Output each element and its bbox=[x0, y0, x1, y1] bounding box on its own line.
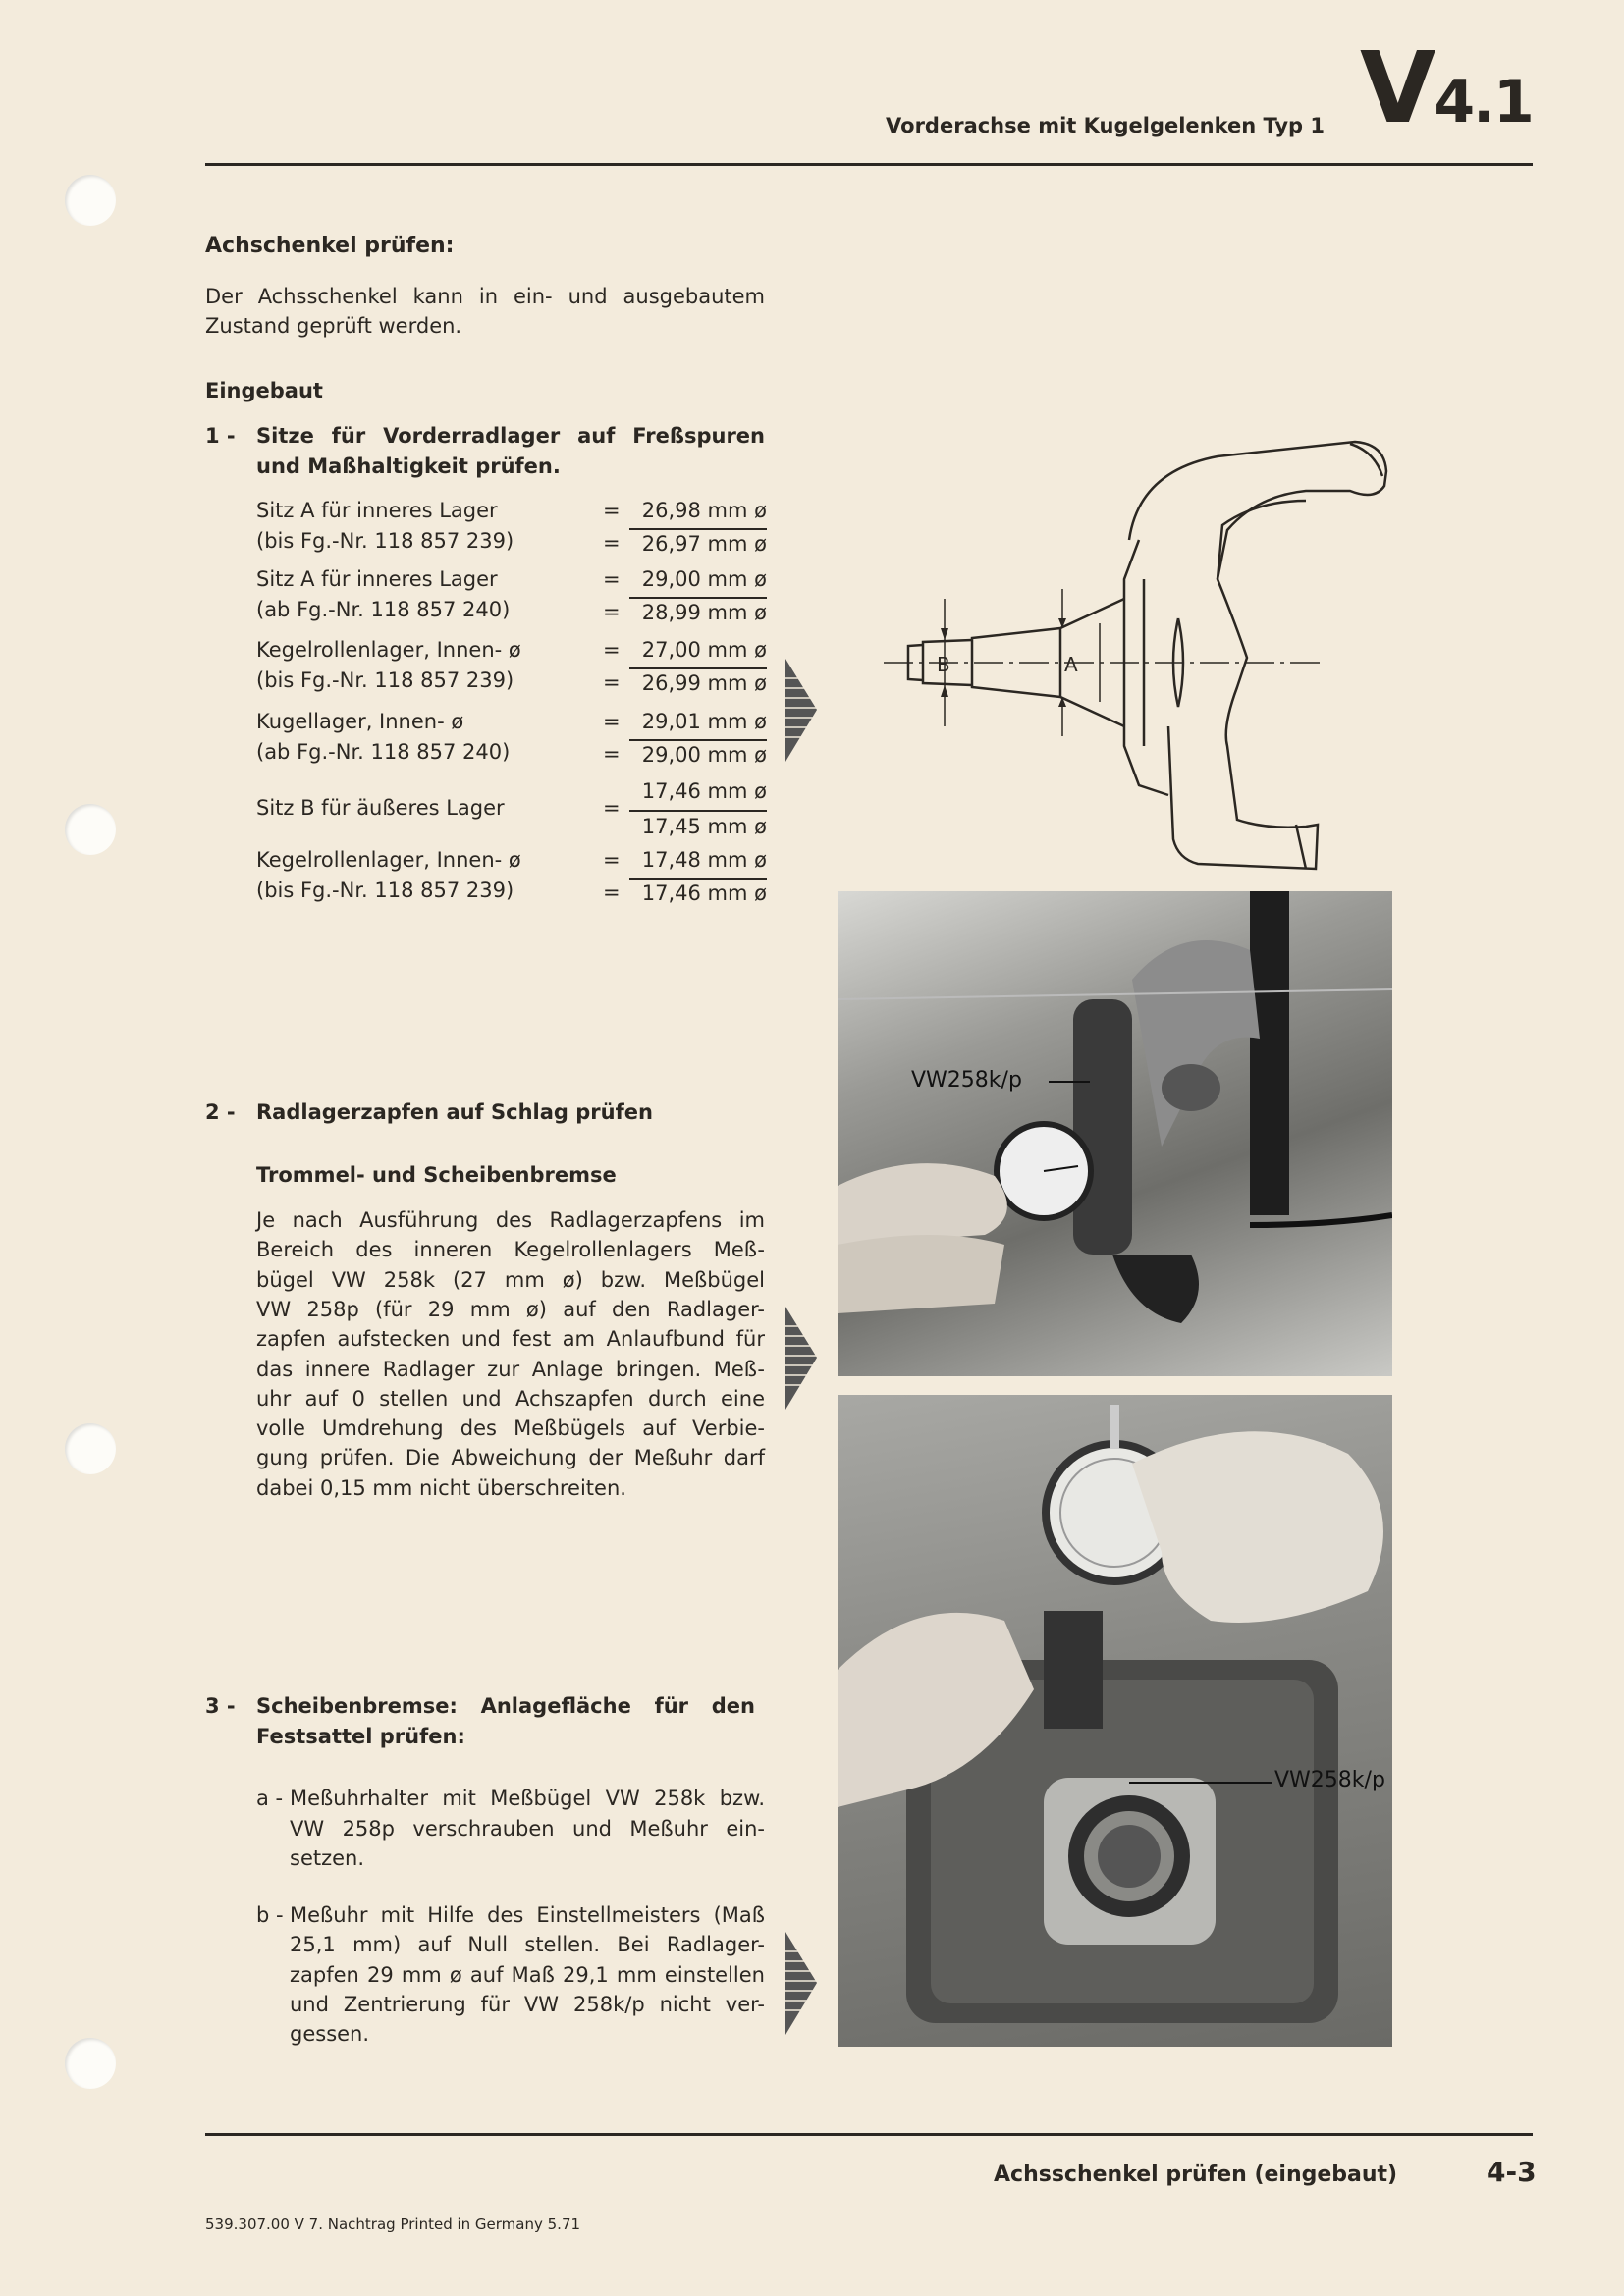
upper-limit: 17,48 mm ø bbox=[641, 848, 767, 872]
arrow-right-icon bbox=[785, 1307, 817, 1410]
paragraph-line: dabei 0,15 mm nicht überschreiten. bbox=[256, 1475, 626, 1500]
arrow-right-icon bbox=[785, 659, 817, 762]
photo-gauge-setting-master bbox=[838, 1395, 1392, 2047]
row-sublabel: (ab Fg.-Nr. 118 857 240) bbox=[256, 740, 511, 764]
step1-title: und Maßhaltigkeit prüfen. bbox=[256, 454, 561, 478]
equals-sign: = bbox=[603, 531, 621, 555]
upper-limit: 17,46 mm ø bbox=[641, 779, 767, 803]
upper-limit: 27,00 mm ø bbox=[641, 638, 767, 662]
step2-number: 2 - bbox=[205, 1100, 236, 1124]
lower-limit: 29,00 mm ø bbox=[641, 743, 767, 767]
step3-title: Festsattel prüfen: bbox=[256, 1725, 465, 1748]
photo-dial-gauge-on-axle bbox=[838, 891, 1392, 1376]
paragraph-line: das innere Radlager zur Anlage bringen. Meß- bbox=[256, 1357, 765, 1381]
equals-sign: = bbox=[603, 848, 621, 872]
paragraph-line: uhr auf 0 stellen und Achszapfen durch eine bbox=[256, 1386, 765, 1411]
page-number: 4-3 bbox=[1487, 2156, 1537, 2188]
row-label: Kegelrollenlager, Innen- ø bbox=[256, 638, 521, 662]
fraction-bar bbox=[629, 739, 767, 741]
upper-limit: 29,00 mm ø bbox=[641, 567, 767, 591]
label-b: B bbox=[937, 653, 950, 676]
equals-sign: = bbox=[603, 499, 621, 522]
row-label: Kegelrollenlager, Innen- ø bbox=[256, 848, 521, 872]
fraction-bar bbox=[629, 810, 767, 812]
punch-hole bbox=[65, 1423, 116, 1474]
paragraph-line: und Zentrierung für VW 258k/p nicht ver- bbox=[290, 1992, 765, 2016]
stub-axle-diagram bbox=[844, 432, 1394, 874]
label-a: A bbox=[1064, 653, 1078, 676]
fraction-bar bbox=[629, 878, 767, 880]
punch-hole bbox=[65, 804, 116, 855]
paragraph-line: 25,1 mm) auf Null stellen. Bei Radlager- bbox=[290, 1933, 765, 1957]
paragraph-line: Meßuhr mit Hilfe des Einstellmeisters (Maß bbox=[290, 1903, 765, 1927]
section-letter: V bbox=[1360, 30, 1435, 145]
tool-label: VW258k/p bbox=[1274, 1768, 1385, 1792]
intro-line: Der Achsschenkel kann in ein- und ausgebautem bbox=[205, 285, 765, 308]
header-rule bbox=[205, 163, 1533, 166]
step2-title: Radlagerzapfen auf Schlag prüfen bbox=[256, 1100, 653, 1124]
step3-number: 3 - bbox=[205, 1694, 236, 1718]
step1-number: 1 - bbox=[205, 424, 236, 448]
leader-line bbox=[1049, 1081, 1090, 1083]
paragraph-line: VW 258p verschrauben und Meßuhr ein- bbox=[290, 1816, 765, 1841]
leader-line bbox=[1129, 1782, 1272, 1784]
row-sublabel: (bis Fg.-Nr. 118 857 239) bbox=[256, 668, 514, 692]
step2-subtitle: Trommel- und Scheibenbremse bbox=[256, 1163, 617, 1187]
row-label: Sitz A für inneres Lager bbox=[256, 499, 498, 522]
equals-sign: = bbox=[603, 600, 621, 623]
paragraph-line: VW 258p (für 29 mm ø) auf den Radlager- bbox=[256, 1297, 765, 1321]
fraction-bar bbox=[629, 528, 767, 530]
subheading: Eingebaut bbox=[205, 379, 323, 402]
equals-sign: = bbox=[603, 742, 621, 766]
imprint: 539.307.00 V 7. Nachtrag Printed in Germany 5.71 bbox=[205, 2216, 581, 2233]
row-label: Kugellager, Innen- ø bbox=[256, 710, 464, 733]
intro-line: Zustand geprüft werden. bbox=[205, 314, 462, 338]
equals-sign: = bbox=[603, 710, 621, 733]
row-sublabel: (ab Fg.-Nr. 118 857 240) bbox=[256, 598, 511, 621]
step1-title: Sitze für Vorderradlager auf Freßspuren bbox=[256, 424, 765, 448]
step3b-marker: b - bbox=[256, 1903, 284, 1927]
section-mark bbox=[1360, 30, 1533, 145]
fraction-bar bbox=[629, 597, 767, 599]
equals-sign: = bbox=[603, 796, 621, 820]
paragraph-line: gung prüfen. Die Abweichung der Meßuhr darf bbox=[256, 1446, 765, 1470]
upper-limit: 26,98 mm ø bbox=[641, 499, 767, 522]
equals-sign: = bbox=[603, 670, 621, 694]
lower-limit: 26,99 mm ø bbox=[641, 671, 767, 695]
row-sublabel: (bis Fg.-Nr. 118 857 239) bbox=[256, 529, 514, 553]
paragraph-line: zapfen 29 mm ø auf Maß 29,1 mm einstellen bbox=[290, 1962, 765, 1987]
equals-sign: = bbox=[603, 567, 621, 591]
tool-label: VW258k/p bbox=[911, 1068, 1022, 1093]
header-title: Vorderachse mit Kugelgelenken Typ 1 bbox=[886, 114, 1325, 137]
lower-limit: 28,99 mm ø bbox=[641, 601, 767, 624]
lower-limit: 26,97 mm ø bbox=[641, 532, 767, 556]
step3a-marker: a - bbox=[256, 1787, 284, 1810]
row-label: Sitz B für äußeres Lager bbox=[256, 796, 505, 820]
punch-hole bbox=[65, 175, 116, 226]
footer-title: Achsschenkel prüfen (eingebaut) bbox=[994, 2163, 1398, 2187]
paragraph-line: Je nach Ausführung des Radlagerzapfens im bbox=[256, 1208, 765, 1232]
paragraph-line: Meßuhrhalter mit Meßbügel VW 258k bzw. bbox=[290, 1787, 765, 1810]
row-label: Sitz A für inneres Lager bbox=[256, 567, 498, 591]
paragraph-line: zapfen aufstecken und fest am Anlaufbund für bbox=[256, 1327, 765, 1352]
paragraph-line: setzen. bbox=[290, 1846, 365, 1870]
paragraph-line: gessen. bbox=[290, 2022, 370, 2047]
arrow-right-icon bbox=[785, 1932, 817, 2035]
upper-limit: 29,01 mm ø bbox=[641, 710, 767, 733]
fraction-bar bbox=[629, 667, 767, 669]
paragraph-line: bügel VW 258k (27 mm ø) bzw. Meßbügel bbox=[256, 1267, 765, 1292]
punch-hole bbox=[65, 2038, 116, 2089]
lower-limit: 17,46 mm ø bbox=[641, 881, 767, 905]
row-sublabel: (bis Fg.-Nr. 118 857 239) bbox=[256, 879, 514, 902]
lower-limit: 17,45 mm ø bbox=[641, 815, 767, 838]
section-heading: Achschenkel prüfen: bbox=[205, 234, 455, 258]
equals-sign: = bbox=[603, 638, 621, 662]
paragraph-line: volle Umdrehung des Meßbügels auf Verbie- bbox=[256, 1416, 765, 1441]
paragraph-line: Bereich des inneren Kegelrollenlagers Meß- bbox=[256, 1238, 765, 1262]
footer-rule bbox=[205, 2133, 1533, 2136]
equals-sign: = bbox=[603, 881, 621, 904]
step3-title: Scheibenbremse: Anlagefläche für den bbox=[256, 1694, 755, 1718]
section-number: 4.1 bbox=[1434, 68, 1533, 136]
